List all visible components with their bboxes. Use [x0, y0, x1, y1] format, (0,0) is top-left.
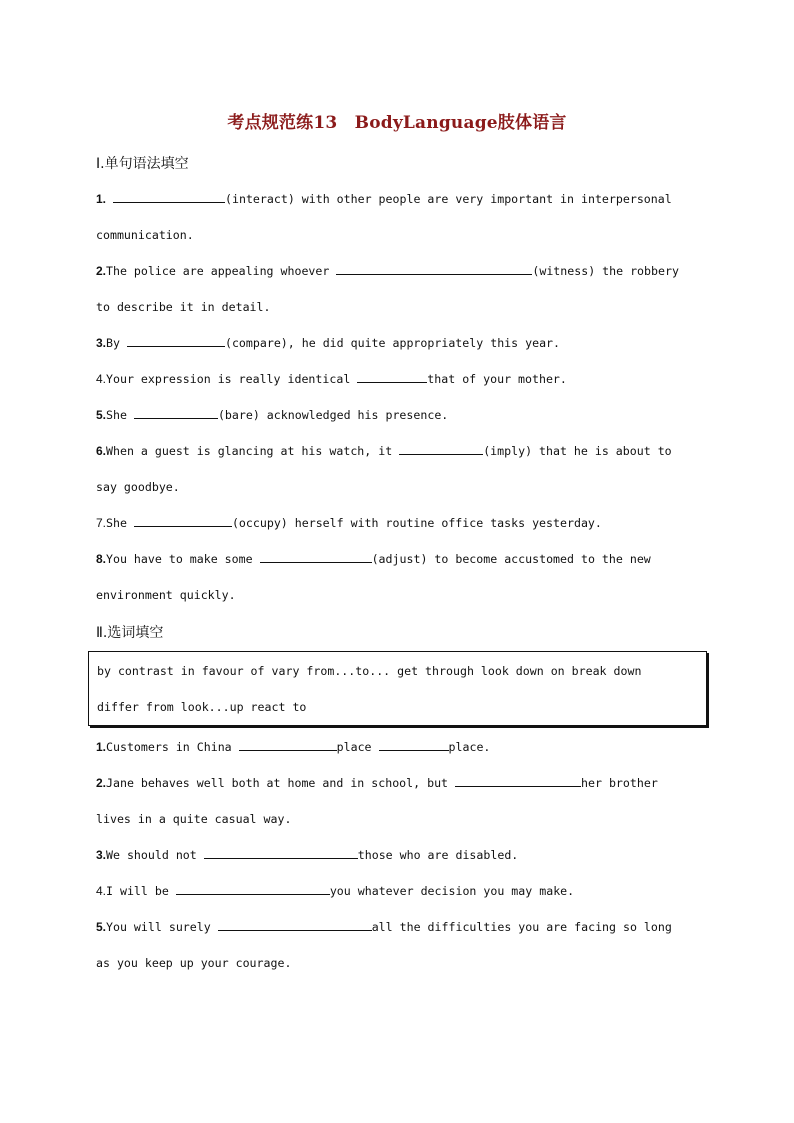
item-number: 6. — [96, 444, 107, 458]
answer-blank[interactable] — [218, 919, 372, 931]
exercise-2-4 — [96, 883, 706, 899]
answer-blank[interactable] — [379, 739, 449, 751]
item-number: 2. — [96, 264, 107, 278]
item-number: 3. — [96, 848, 107, 862]
answer-blank[interactable] — [336, 263, 532, 275]
item-prefix: Your expression is really identical — [106, 372, 358, 386]
item-text: you whatever decision you may make. — [329, 884, 575, 898]
item-number: 1. — [96, 740, 107, 754]
item-number: 4. — [96, 884, 107, 898]
item-text: (occupy) herself with routine office tasks yesterday. — [231, 516, 602, 530]
page-title: 考点规范练13 BodyLanguage肢体语言 — [227, 113, 567, 133]
item-prefix: Customers in China — [106, 740, 239, 754]
exercise-1-4 — [96, 371, 706, 387]
answer-blank[interactable] — [357, 371, 427, 383]
item-prefix: You have to make some — [106, 552, 260, 566]
item-prefix: You will surely — [106, 920, 218, 934]
item-prefix: She — [106, 516, 134, 530]
answer-blank[interactable] — [134, 407, 218, 419]
exercise-1-8-continued: environment quickly. — [96, 588, 236, 602]
item-prefix: We should not — [106, 848, 204, 862]
item-prefix: Jane behaves well both at home and in school, but — [106, 776, 456, 790]
item-prefix: She — [106, 408, 134, 422]
answer-blank[interactable] — [455, 775, 581, 787]
item-number: 1. — [96, 192, 107, 206]
exercise-1-2 — [96, 263, 706, 279]
answer-blank[interactable] — [113, 191, 225, 203]
exercise-1-5 — [96, 407, 706, 423]
item-text: place — [336, 740, 379, 754]
item-text: (compare), he did quite appropriately this year. — [224, 336, 561, 350]
item-text: (imply) that he is about to — [483, 444, 672, 458]
item-text: her brother — [581, 776, 658, 790]
answer-blank[interactable] — [134, 515, 232, 527]
section-2-heading: Ⅱ.选词填空 — [96, 625, 164, 641]
word-bank-line-2: differ from look...up react to — [97, 700, 307, 714]
item-number: 4. — [96, 372, 107, 386]
item-text: (adjust) to become accustomed to the new — [371, 552, 651, 566]
exercise-1-3 — [96, 335, 706, 351]
exercise-1-2-continued: to describe it in detail. — [96, 300, 271, 314]
item-text: that of your mother. — [427, 372, 567, 386]
item-prefix: The police are appealing whoever — [106, 264, 337, 278]
item-text: place. — [448, 740, 491, 754]
item-number: 8. — [96, 552, 107, 566]
item-text: those who are disabled. — [357, 848, 519, 862]
exercise-2-1 — [96, 739, 706, 755]
answer-blank[interactable] — [204, 847, 358, 859]
item-number: 5. — [96, 408, 107, 422]
item-prefix: By — [106, 336, 127, 350]
answer-blank[interactable] — [176, 883, 330, 895]
exercise-2-5-continued: as you keep up your courage. — [96, 956, 292, 970]
exercise-1-8 — [96, 551, 706, 567]
item-prefix: I will be — [106, 884, 176, 898]
exercise-1-6-continued: say goodbye. — [96, 480, 180, 494]
item-text: (interact) with other people are very important in interpersonal — [225, 192, 672, 206]
exercise-2-3 — [96, 847, 706, 863]
item-text: (bare) acknowledged his presence. — [217, 408, 449, 422]
answer-blank[interactable] — [399, 443, 483, 455]
answer-blank[interactable] — [239, 739, 337, 751]
item-number: 7. — [96, 516, 107, 530]
word-bank-line-1: by contrast in favour of vary from...to... get through look down on break down — [97, 664, 642, 678]
exercise-1-1-continued: communication. — [96, 228, 194, 242]
exercise-2-5 — [96, 919, 706, 935]
word-bank-box — [88, 651, 707, 726]
exercise-1-6 — [96, 443, 706, 459]
exercise-2-2 — [96, 775, 706, 791]
item-prefix: When a guest is glancing at his watch, it — [106, 444, 400, 458]
exercise-1-7 — [96, 515, 706, 531]
section-1-heading: Ⅰ.单句语法填空 — [96, 156, 189, 172]
item-number: 2. — [96, 776, 107, 790]
answer-blank[interactable] — [260, 551, 372, 563]
item-number: 5. — [96, 920, 107, 934]
answer-blank[interactable] — [127, 335, 225, 347]
item-text: (witness) the robbery — [532, 264, 679, 278]
exercise-2-2-continued: lives in a quite casual way. — [96, 812, 292, 826]
item-text: all the difficulties you are facing so long — [371, 920, 672, 934]
item-number: 3. — [96, 336, 107, 350]
exercise-1-1 — [96, 191, 706, 207]
